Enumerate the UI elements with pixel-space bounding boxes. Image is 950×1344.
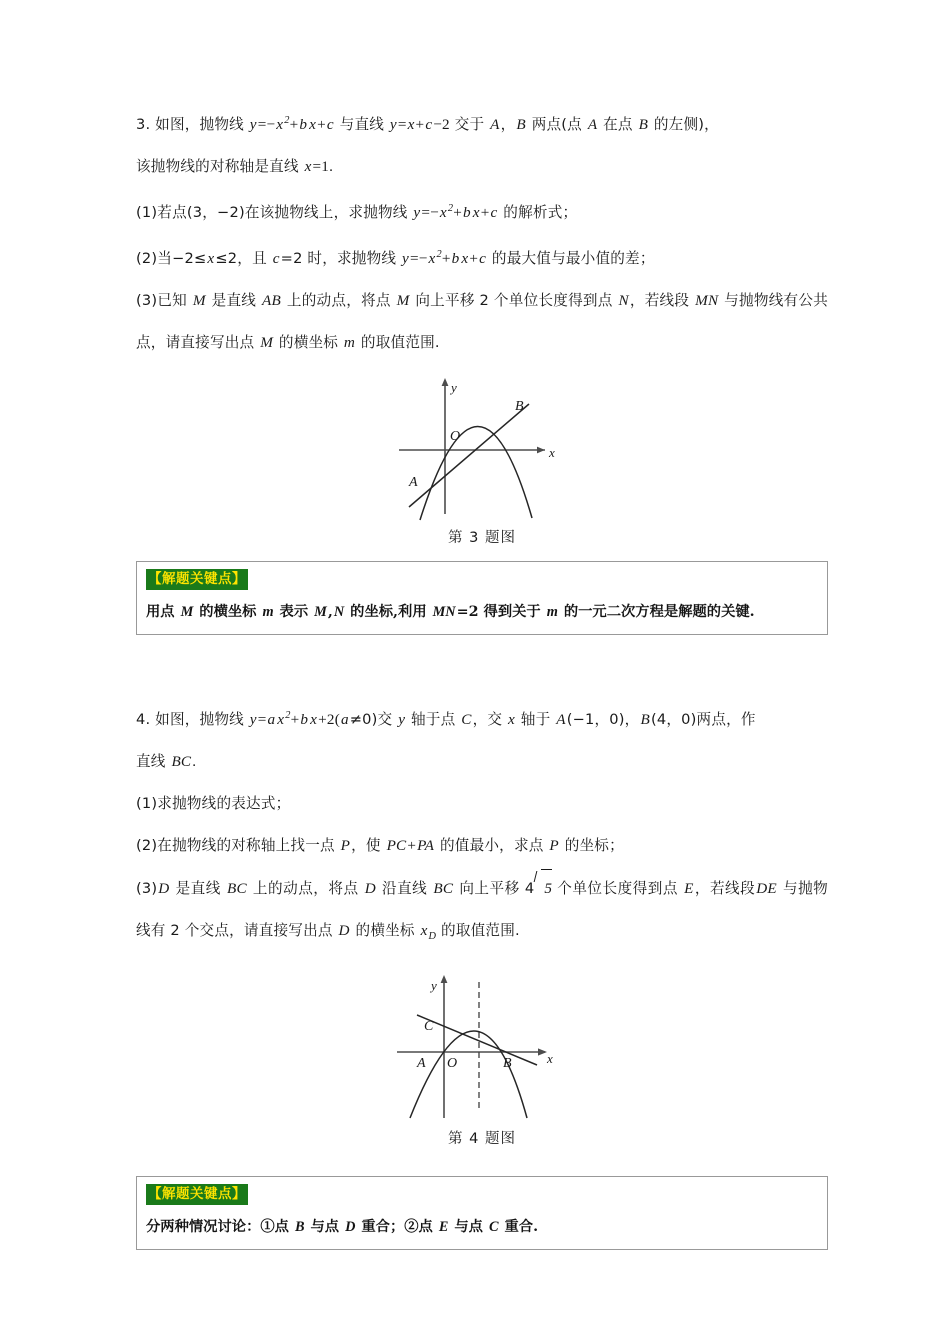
stem-text-part: 与直线	[334, 116, 389, 134]
line-AB	[409, 404, 529, 507]
segment-AB: AB	[262, 292, 281, 310]
label-point-B: B	[515, 399, 524, 415]
key-text-part: 重合；②点	[356, 1219, 438, 1236]
point-N: N	[333, 604, 345, 621]
part-text: 的取值范围.	[436, 922, 520, 940]
key-text-part: 重合.	[499, 1219, 539, 1236]
problem-3-stem-line2	[136, 146, 828, 188]
keypoint-box-4	[136, 1176, 828, 1250]
point-M: M	[396, 292, 410, 310]
segment-MN: MN	[695, 292, 719, 310]
segment-DE: DE	[756, 880, 777, 898]
key-text-part: =2 得到关于	[456, 604, 546, 621]
spacer-between-problems	[136, 635, 828, 695]
plus-sign: +	[290, 711, 300, 729]
plus-sign: +	[415, 116, 425, 134]
figure-3-wrapper	[136, 372, 828, 547]
figure-3-graph	[387, 372, 577, 522]
point-D: D	[158, 880, 170, 898]
exponent-2: 2	[447, 203, 454, 215]
point-M: M	[314, 604, 327, 621]
eq-sign: =	[397, 116, 407, 134]
part-text: 向上平移 2 个单位长度得到点	[410, 292, 618, 310]
part-text: ≤2，且	[215, 250, 272, 268]
part-text: 的横坐标	[350, 922, 420, 940]
keypoint-text-4	[146, 1214, 818, 1240]
var-a: a	[340, 711, 349, 729]
point-P: P	[549, 837, 559, 855]
eq-1: =1.	[312, 158, 334, 176]
label-axis-y: y	[451, 380, 457, 396]
figure-4-wrapper	[136, 968, 828, 1148]
plus-sign: +	[289, 116, 299, 134]
key-text-part: 与点	[449, 1219, 488, 1236]
y-axis-arrow	[441, 975, 448, 983]
var-x: x	[407, 116, 415, 134]
problem-3-stem	[136, 100, 828, 146]
problem-3-part-1	[136, 188, 828, 234]
part-text: 的取值范围.	[356, 334, 440, 352]
point-B: B	[294, 1219, 305, 1236]
minus-2: −2	[433, 116, 450, 134]
var-x: x	[304, 158, 312, 176]
var-x: x	[277, 711, 285, 729]
point-M: M	[180, 604, 194, 621]
stem-text-part: (−1，0)，	[566, 711, 640, 729]
line-BC: BC	[226, 880, 247, 898]
label-point-C: C	[424, 1019, 434, 1035]
y-axis-arrow	[442, 378, 449, 386]
part-text: 是直线	[170, 880, 226, 898]
problem-4-stem	[136, 695, 828, 741]
subscript-D: D	[428, 931, 437, 943]
point-E: E	[684, 880, 694, 898]
part-text: =2 时，求抛物线	[280, 250, 402, 268]
var-a: a	[267, 711, 276, 729]
key-text-part: 分两种情况讨论：①点	[146, 1219, 294, 1236]
figure-4-graph	[387, 968, 577, 1123]
part-text: 的解析式；	[498, 204, 578, 222]
part-text: 是直线	[206, 292, 262, 310]
expr-PA: PA	[417, 837, 435, 855]
parabola-curve	[410, 1031, 527, 1118]
var-x: x	[310, 711, 318, 729]
page-content	[136, 100, 828, 1250]
part-text: 上的动点，将点	[281, 292, 396, 310]
exponent-2: 2	[436, 249, 442, 261]
problem-3	[136, 100, 828, 635]
stem-text-part: (	[334, 711, 340, 729]
part-text: (3)已知	[136, 292, 192, 310]
part-text: 沿直线	[376, 880, 433, 898]
var-b: b	[463, 204, 471, 222]
label-axis-y: y	[431, 978, 437, 994]
var-x: x	[508, 711, 515, 729]
part-text: 的坐标；	[559, 837, 624, 855]
stem-text-part: (4，0)两点，作	[650, 711, 756, 729]
var-x: x	[428, 250, 436, 268]
point-A: A	[587, 116, 598, 134]
part-text: 与抛物线有 2 个交点，请直接写出点	[136, 880, 828, 940]
var-m: m	[343, 334, 356, 352]
key-text-part: 的横坐标	[194, 604, 262, 621]
parabola-curve	[420, 427, 532, 521]
segment-MN: MN	[432, 604, 456, 621]
keypoint-tag-4: 【解题关键点】	[146, 1184, 248, 1205]
stem-text-part: 轴于点	[406, 711, 461, 729]
var-y: y	[402, 250, 409, 268]
spacer	[136, 547, 828, 561]
part-text: 个单位长度得到点	[552, 880, 684, 898]
var-x: x	[439, 204, 447, 222]
problem-4-part-1	[136, 783, 828, 825]
part-text: (2)在抛物线的对称轴上找一点	[136, 837, 340, 855]
exponent-2: 2	[285, 710, 291, 722]
plus-sign: +	[480, 204, 490, 222]
eq-sign: =−	[257, 116, 276, 134]
plus-sign: +	[441, 250, 451, 268]
part-text: (1)求抛物线的表达式；	[136, 795, 291, 813]
stem-text-part: ，交	[472, 711, 507, 729]
point-M: M	[260, 334, 274, 352]
stem-text-part: 交于	[449, 116, 490, 134]
stem-text-part: ≠0)交	[349, 711, 398, 729]
var-x: x	[207, 250, 215, 268]
label-origin-O: O	[450, 429, 461, 445]
eq-sign: =−	[421, 204, 439, 222]
var-c: c	[490, 204, 498, 222]
keypoint-text-3	[146, 599, 818, 625]
plus-sign: +	[453, 204, 462, 222]
x-axis-arrow	[537, 447, 545, 454]
line-BC	[417, 1015, 537, 1065]
stem-text-part: 两点(点	[526, 116, 587, 134]
var-b: b	[299, 116, 308, 134]
var-m: m	[262, 604, 274, 621]
var-x: x	[420, 922, 428, 940]
var-c: c	[272, 250, 280, 268]
part-text: 物线有公共点，请直接写出点	[136, 292, 828, 352]
eq-sign: =−	[409, 250, 428, 268]
var-c: c	[425, 116, 433, 134]
point-D: D	[338, 922, 350, 940]
var-x: x	[309, 116, 317, 134]
problem-4-part-3	[136, 867, 828, 958]
part-text: 的横坐标	[274, 334, 343, 352]
part-text: 上的动点，将点	[247, 880, 364, 898]
label-axis-x: x	[547, 1051, 553, 1067]
exponent-2: 2	[284, 115, 290, 126]
figure-4-caption: 第 4 题图	[448, 1131, 516, 1148]
var-x: x	[472, 204, 480, 222]
plus-sign: +	[469, 250, 479, 268]
part-text: 的值最小，求点	[435, 837, 549, 855]
keypoint-box-3	[136, 561, 828, 635]
key-text-part: 与点	[305, 1219, 345, 1236]
problem-4	[136, 695, 828, 1250]
plus-sign: +	[407, 837, 417, 855]
expr-PC-plus-PA: PC	[386, 837, 407, 855]
part-text: 向上平移 4	[454, 880, 535, 898]
part-text: (1)若点(3，−2)在该抛物线上，求抛物线	[136, 204, 413, 222]
point-B: B	[638, 116, 649, 134]
part-text: (2)当−2≤	[136, 250, 207, 268]
label-origin-O: O	[447, 1056, 458, 1072]
problem-3-part-2	[136, 234, 828, 280]
expr-parabola-3: y	[249, 116, 257, 134]
problem-4-stem-line2	[136, 741, 828, 783]
point-D: D	[364, 880, 376, 898]
x-axis-arrow	[538, 1049, 547, 1056]
stem-text-part: 的左侧)，	[649, 116, 719, 134]
spacer	[136, 1148, 828, 1176]
var-x: x	[461, 250, 469, 268]
key-text-part: 的坐标,利用	[345, 604, 432, 621]
point-A: A	[556, 711, 566, 729]
stem-text-part: ，	[500, 116, 516, 134]
var-c: c	[479, 250, 487, 268]
var-y: y	[389, 116, 397, 134]
var-y: y	[398, 711, 406, 729]
point-B: B	[516, 116, 526, 134]
point-C: C	[488, 1219, 499, 1236]
label-point-A: A	[409, 475, 418, 491]
var-b: b	[300, 711, 309, 729]
var-c: c	[326, 116, 334, 134]
key-text-part: 表示	[274, 604, 314, 621]
stem-text-part: 在点	[598, 116, 638, 134]
var-y: y	[249, 711, 257, 729]
var-b: b	[451, 250, 460, 268]
point-P: P	[340, 837, 351, 855]
plus-2: +2	[318, 711, 335, 729]
label-point-B: B	[503, 1056, 512, 1072]
var-m: m	[546, 604, 558, 621]
stem-text-part: 该抛物线的对称轴是直线	[136, 158, 304, 176]
part-text: 的最大值与最小值的差；	[487, 250, 655, 268]
problem-4-part-2	[136, 825, 828, 867]
point-N: N	[618, 292, 629, 310]
part-text: (3)	[136, 880, 158, 898]
problem-3-part-3	[136, 280, 828, 364]
line-BC: BC	[433, 880, 454, 898]
point-A: A	[490, 116, 500, 134]
keypoint-tag-3: 【解题关键点】	[146, 569, 248, 590]
point-C: C	[461, 711, 472, 729]
point-M: M	[192, 292, 206, 310]
var-x: x	[276, 116, 284, 134]
part-text: ，使	[351, 837, 386, 855]
key-text-part: 的一元二次方程是解题的关键.	[558, 604, 755, 621]
stem-text-part: 4. 如图，抛物线	[136, 711, 249, 729]
plus-sign: +	[317, 116, 326, 134]
var-y: y	[413, 204, 421, 222]
part-text: ，若线段	[694, 880, 756, 898]
line-BC: BC	[171, 753, 192, 771]
sqrt-5-radical: 5	[534, 867, 552, 910]
stem-text-part: 轴于	[515, 711, 556, 729]
figure-3-caption: 第 3 题图	[448, 530, 516, 547]
period: .	[192, 753, 197, 771]
stem-text-part: 直线	[136, 753, 171, 771]
key-text-part: 用点	[146, 604, 180, 621]
part-text: 与抛	[719, 292, 754, 310]
label-axis-x: x	[549, 445, 555, 461]
point-D: D	[345, 1219, 356, 1236]
stem-text-part: 3. 如图，抛物线	[136, 116, 249, 134]
eq-sign: =	[257, 711, 267, 729]
comma: ,	[327, 604, 333, 621]
point-B: B	[640, 711, 650, 729]
part-text: ，若线段	[629, 292, 695, 310]
point-E: E	[438, 1219, 449, 1236]
label-point-A: A	[417, 1056, 426, 1072]
